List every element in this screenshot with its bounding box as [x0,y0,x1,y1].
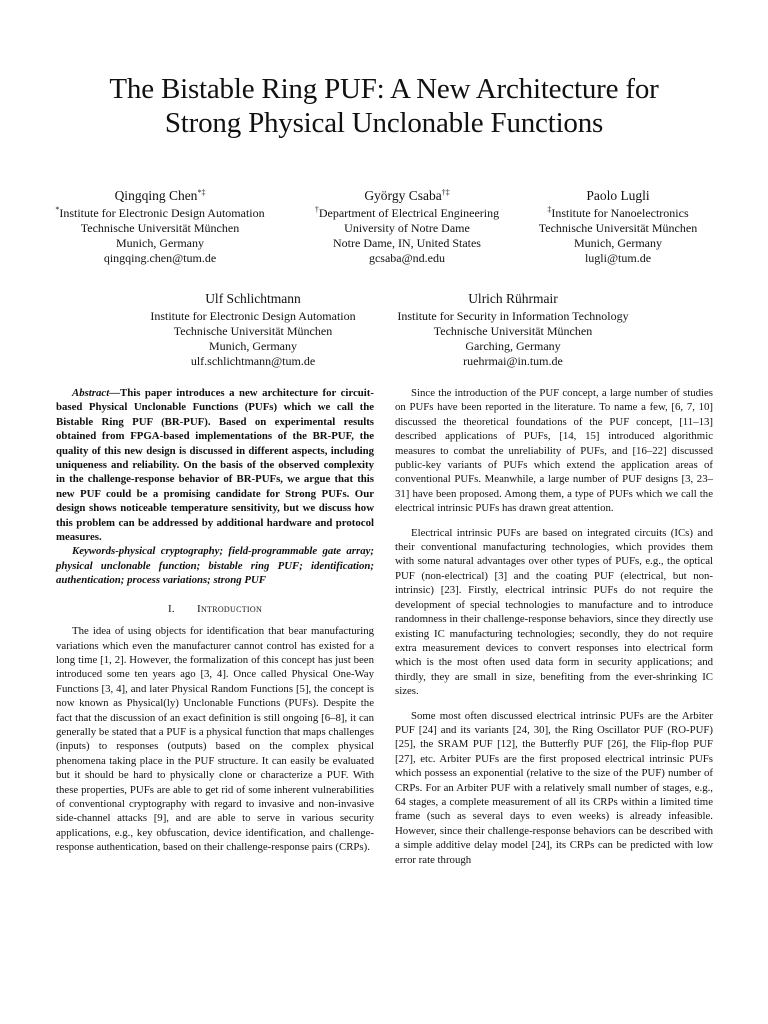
paragraph: The idea of using objects for identification that bear manufacturing variations which even the manufacturer cannot control has existed for a long time [1, 2]. However, the formalization of this concept has just been introduced some ten years ago [3, 4]. Once called Physical One-Way Functions [3, 4], and later Physical Random Functions [5], the concept is now known as Physical(ly) Unclonable Functions (PUFs). Despite the fact that the discussion of an exact definition is still ongoing [6–8], it can generally be stated that a PUF is a physical function that maps challenges (inputs) to responses (outputs) based on the complex physical phenomena taking place in the PUF structure. It can easily be evaluated but it should be hard to physically clone or characterize a PUF. With these properties, PUFs are able to get rid of some inherent vulnerabilities of conventional cryptography with regard to invasive and non-invasive side-channel attacks [9], and are able to serve in various security applications, e.g., key obfuscation, device identification, and challenge-response authentication, based on their challenge-response pairs (CRPs). [56,625,374,854]
author-name: Qingqing Chen*‡ [114,188,206,203]
paragraph: Electrical intrinsic PUFs are based on integrated circuits (ICs) and their conventional manufacturing technologies, which provides them with some natural advantages over other types of PUFs, e.g., the optical PUF (non-electrical) [3] and the coating PUF (electrical, but non-intrinsic) [23]. Firstly, electrical intrinsic PUFs do not require the development of special technologies to manufacture and to introduce randomness in their challenge-response behaviors, since they directly use existing IC manufacturing technologies; secondly, they do not require extra measurement devices to convert responses into electrical form which is the most often used data form in security applications; and thirdly, they are small in size, benefiting from the ever-shrinking IC sizes. [395,526,713,698]
affiliation-mark: ‡ [547,205,552,214]
paper-title [0,72,768,140]
author-affiliation: ‡Institute for Nanoelectronics [547,205,689,220]
author-email: lugli@tum.de [584,251,652,265]
author-name: György Csaba†‡ [364,188,450,203]
abstract-label: Abstract [72,387,110,399]
section-number: I. [167,602,175,615]
author-email: ruehrmai@in.tum.de [463,354,563,368]
paragraph: Since the introduction of the PUF concept, a large number of studies on PUFs have been reported in the literature. To name a few, [6, 7, 10] discussed the theoretical foundations of the PUF concept, [11–13] described applications of PUFs, [14, 15] introduced algorithmic measures to combat the unreliability of PUFs, and [16–22] discussed public-key variants of PUFs which extend the application areas of conventional PUFs. Meanwhile, a large number of PUF designs [3, 23–31] have been proposed. Among them, a type of PUFs which we call the electrical intrinsic PUFs has drawn great attention. [395,387,713,515]
right-column [395,386,713,867]
author-email: qingqing.chen@tum.de [103,251,217,265]
author-affiliation: University of Notre Dame [344,221,470,235]
author-marks: *‡ [197,188,206,197]
author-name: Ulf Schlichtmann [205,291,301,306]
author-affiliation: Technische Universität München [80,221,240,235]
author-email: gcsaba@nd.edu [368,251,446,265]
author-affiliation: *Institute for Electronic Design Automation [55,205,265,220]
section-heading [56,602,374,616]
affiliation-mark: † [314,205,319,214]
author-location: Munich, Germany [209,339,297,353]
author-location: Munich, Germany [116,236,204,250]
author-affiliation: Technische Universität München [538,221,698,235]
author-marks: †‡ [441,188,450,197]
author-affiliation: Technische Universität München [173,324,333,338]
author-location: Notre Dame, IN, United States [333,236,481,250]
author-affiliation: †Department of Electrical Engineering [314,205,500,220]
author-email: ulf.schlichtmann@tum.de [190,354,316,368]
paragraph: Some most often discussed electrical intrinsic PUFs are the Arbiter PUF [24] and its variants [24, 30], the Ring Oscillator PUF (RO-PUF) [25], the SRAM PUF [12], the Butterfly PUF [26], the Flip-flop PUF [27], etc. Arbiter PUFs are the first proposed electrical intrinsic PUFs which possess an exponential (relative to the size of the PUF) number of CRPs. For an Arbiter PUF with a relatively small number of stages, e.g., 64 stages, a complete measurement of all its CRPs within a limited time frame (such as several days to even weeks) is already infeasible. However, since their challenge-response behaviors can be described with a simple additive delay model [24], its CRPs can be predicted with low error rate through [395,709,713,866]
author-location: Garching, Germany [465,339,561,353]
section-title: Introduction [196,602,263,615]
left-column [56,386,374,855]
abstract [56,386,374,544]
author-affiliation: Institute for Security in Information Technology [397,309,629,323]
author-location: Munich, Germany [574,236,662,250]
title-line-2: Strong Physical Unclonable Functions [164,107,604,139]
author-block [292,187,522,266]
author-block [128,290,378,369]
author-name: Paolo Lugli [586,188,650,203]
author-block [520,187,716,266]
author-affiliation: Institute for Electronic Design Automation [150,309,356,323]
author-name: Ulrich Rührmair [468,291,558,306]
abstract-text: —This paper introduces a new architecture for circuit-based Physical Unclonable Functions (PUFs) which we call the Bistable Ring PUF (BR-PUF). Based on experimental results obtained from FPGA-based implementations of the BR-PUF, the quality of this new design is discussed in different aspects, including uniqueness and reliability. On the basis of the observed complexity in the challenge-response behavior of BR-PUFs, we argue that this new PUF could be a promising candidate for Strong PUFs. Our design shows noticeable temperature sensitivity, but we discuss how this problem can be addressed by additional hardware and protocol measures. [56,387,374,544]
author-affiliation: Technische Universität München [433,324,593,338]
author-block [378,290,648,369]
affiliation-mark: * [55,205,60,214]
author-block [38,187,282,266]
keywords: Keywords-physical cryptography; field-programmable gate array; physical unclonable function; bistable ring PUF; identification; authentication; process variations; strong PUF [56,545,374,587]
title-line-1: The Bistable Ring PUF: A New Architecture for [109,73,659,105]
